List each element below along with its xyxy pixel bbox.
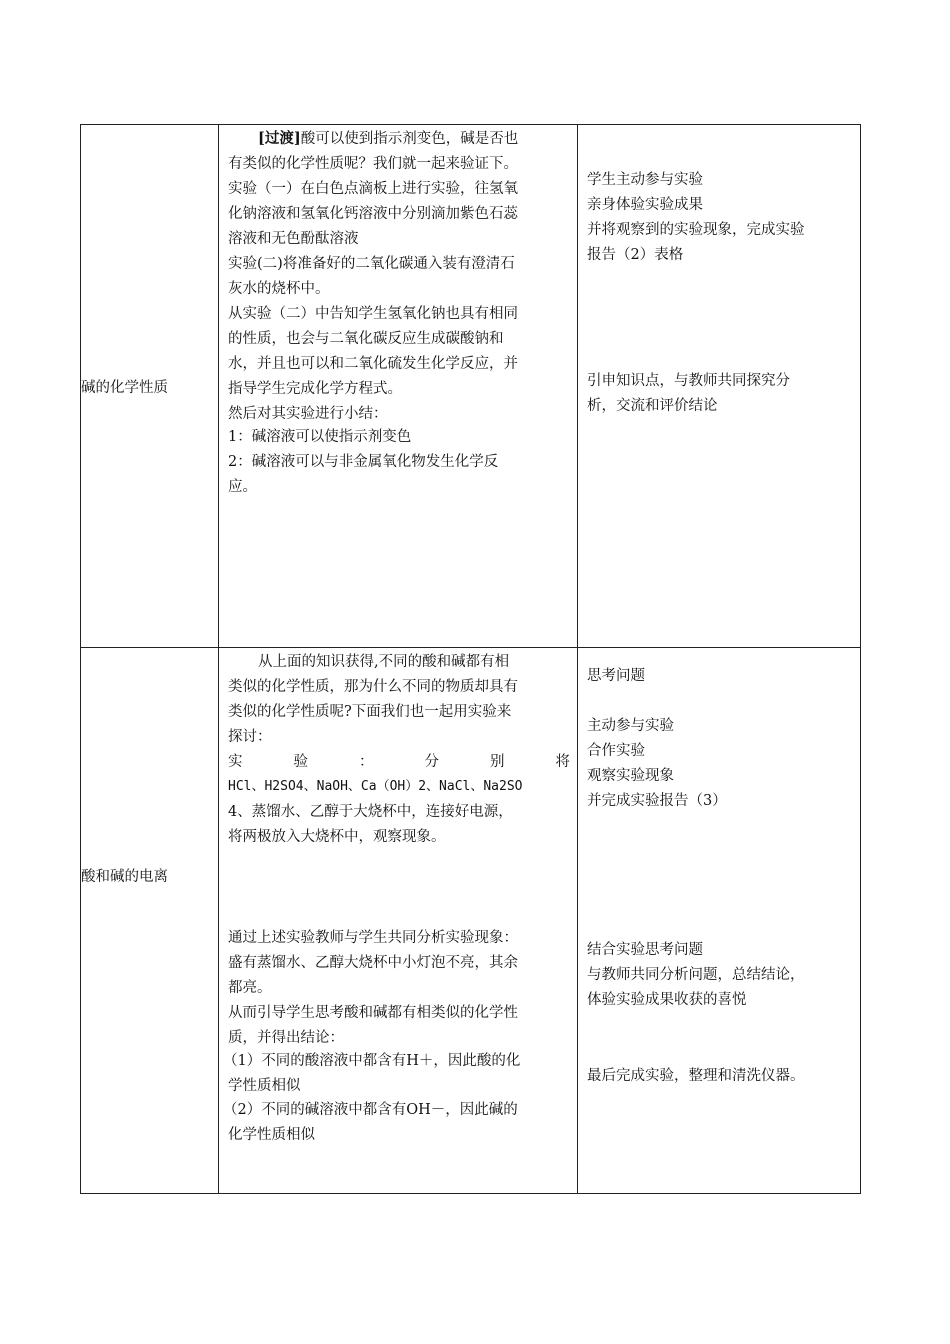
process-line: 2：碱溶液可以与非金属氧化物发生化学反: [228, 454, 499, 470]
process-line: 将两极放入大烧杯中，观察现象。: [228, 829, 446, 845]
student-line: 结合实验思考问题: [587, 942, 703, 958]
student-line: 思考问题: [587, 668, 645, 684]
process-line: 从实验（二）中告知学生氢氧化钠也具有相同: [228, 306, 518, 322]
student-activity-cell: [578, 648, 861, 1194]
student-line: 体验实验成果收获的喜悦: [587, 992, 747, 1008]
process-line: 应。: [228, 479, 257, 495]
student-line: 亲身体验实验成果: [587, 197, 703, 213]
process-line: 化钠溶液和氢氧化钙溶液中分别滴加紫色石蕊: [228, 206, 518, 222]
process-line: 探讨：: [228, 729, 272, 745]
student-line: 与教师共同分析问题，总结结论，: [587, 967, 805, 983]
process-line: 类似的化学性质，那为什么不同的物质却具有: [228, 679, 518, 695]
process-line-spaced: 实 验 ： 分 别 将: [228, 754, 570, 770]
process-line: 实验(二)将准备好的二氧化碳通入装有澄清石: [228, 256, 515, 272]
process-line: 盛有蒸馏水、乙醇大烧杯中小灯泡不亮，其余: [228, 955, 518, 971]
topic-cell: [81, 648, 219, 1194]
teaching-process-cell: [219, 648, 578, 1194]
process-line: 然后对其实验进行小结：: [228, 406, 388, 422]
transition-tag: [过渡]: [258, 130, 301, 147]
student-line: 主动参与实验: [587, 718, 674, 734]
process-line: 的性质，也会与二氧化碳反应生成碳酸钠和: [228, 331, 504, 347]
process-line: 水，并且也可以和二氧化硫发生化学反应，并: [228, 356, 518, 372]
process-line: 有类似的化学性质呢？我们就一起来验证下。: [228, 156, 518, 172]
student-activity-cell: [578, 125, 861, 648]
student-line: 引申知识点，与教师共同探究分: [587, 373, 790, 389]
process-line: 学性质相似: [228, 1078, 301, 1094]
process-line: [过渡]酸可以使到指示剂变色，碱是否也: [258, 130, 519, 147]
student-line: 并完成实验报告（3）: [587, 793, 727, 809]
student-line: 最后完成实验，整理和清洗仪器。: [587, 1068, 805, 1084]
process-line: 从上面的知识获得,不同的酸和碱都有相: [258, 654, 510, 670]
process-line: 类似的化学性质呢?下面我们也一起用实验来: [228, 704, 512, 720]
lesson-plan-table: [80, 124, 861, 1194]
student-line: 学生主动参与实验: [587, 172, 703, 188]
student-line: 析，交流和评价结论: [587, 398, 718, 414]
table-row-base-properties: [81, 125, 861, 648]
table-row-ionization: [81, 648, 861, 1194]
topic-label: 碱的化学性质: [81, 379, 168, 396]
topic-cell: [81, 125, 219, 648]
process-line: 都亮。: [228, 980, 272, 996]
process-line: 化学性质相似: [228, 1127, 315, 1143]
teaching-process-cell: [219, 125, 578, 648]
process-line: 灰水的烧杯中。: [228, 281, 330, 297]
process-line: 4、蒸馏水、乙醇于大烧杯中，连接好电源，: [228, 804, 513, 820]
process-line: 从而引导学生思考酸和碱都有相类似的化学性: [228, 1005, 518, 1021]
student-line: 观察实验现象: [587, 768, 674, 784]
process-line: （1）不同的酸溶液中都含有H＋，因此酸的化: [223, 1053, 521, 1069]
process-line: 溶液和无色酚酞溶液: [228, 231, 359, 247]
process-line: （2）不同的碱溶液中都含有OH－，因此碱的: [223, 1102, 518, 1118]
student-line: 报告（2）表格: [587, 247, 684, 263]
process-line: 通过上述实验教师与学生共同分析实验现象：: [228, 930, 518, 946]
process-line: 质，并得出结论：: [228, 1030, 344, 1046]
process-line: 实验（一）在白色点滴板上进行实验，往氢氧: [228, 181, 518, 197]
process-line: HCl、H2SO4、NaOH、Ca（OH）2、NaCl、Na2SO: [228, 779, 523, 794]
student-line: 并将观察到的实验现象，完成实验: [587, 222, 805, 238]
student-line: 合作实验: [587, 743, 645, 759]
topic-label: 酸和碱的电离: [81, 869, 168, 885]
process-line: 指导学生完成化学方程式。: [228, 381, 402, 397]
process-line: 1：碱溶液可以使指示剂变色: [228, 429, 412, 445]
